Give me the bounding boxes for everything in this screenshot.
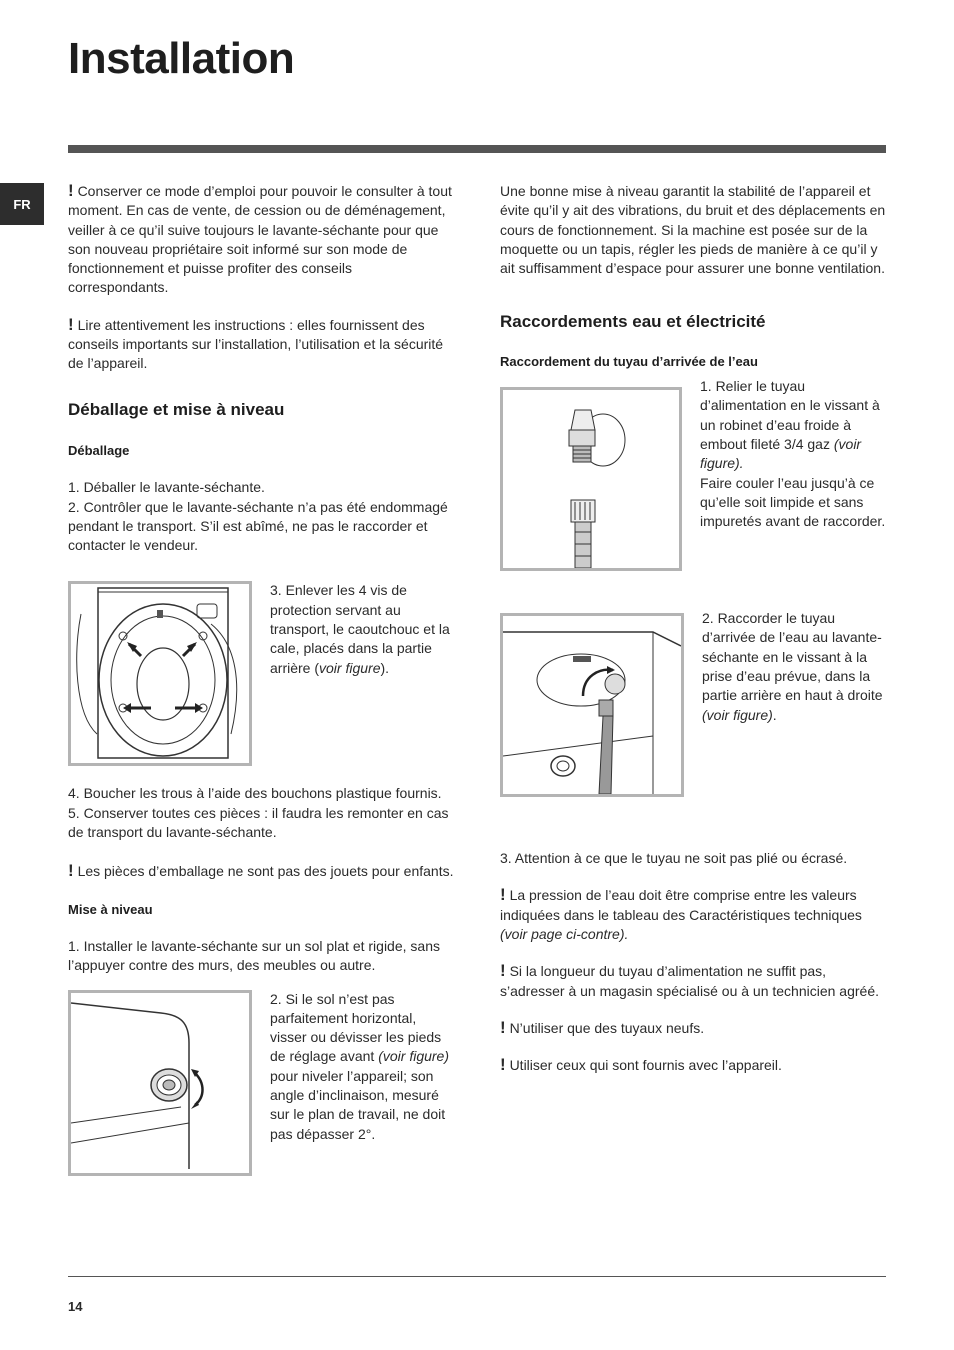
washer-back-illustration <box>71 584 249 763</box>
figure-machine-connection <box>500 613 684 797</box>
page-title: Installation <box>68 34 295 83</box>
leveling-intro: Une bonne mise à niveau garantit la stabilité de l’appareil et évite qu’il y ait des vibrations, du bruit et des déplacements en cours de fonctionnement. Si la machine est posée sur de la moquette ou un tapis, régler les pieds de manière à ce qu’il y ait suffisamment d’espace pour assurer une bonne ventilation. <box>500 183 886 277</box>
warning-packaging-toys: ! Les pièces d’emballage ne sont pas des jouets pour enfants. <box>68 861 454 881</box>
right-column <box>500 182 886 1093</box>
machine-inlet-illustration <box>503 616 681 794</box>
subsection-unpacking-title: Déballage <box>68 442 130 458</box>
figure-transport-screws <box>68 581 252 766</box>
header-divider <box>68 145 886 153</box>
page-number: 14 <box>68 1299 83 1314</box>
figure-tap-connection <box>500 387 682 571</box>
leveling-foot-illustration <box>71 993 249 1173</box>
unpacking-steps: 1. Déballer le lavante-séchante. 2. Contrôler que le lavante-séchante n’a pas été endommagé pendant le transport. S’il est abîmé, ne pas le raccorder et contacter le vendeur. <box>68 479 448 554</box>
warning-icon: ! <box>68 181 74 200</box>
leveling-step2-text: 2. Si le sol n’est pas parfaitement horizontal, visser ou dévisser les pieds de réglage avant (voir figure) pour niveler l’appareil; son angle d’inclinaison, mesuré sur le plan de travail, ne doit pas dépasser 2°. <box>270 990 449 1142</box>
connection-step2-text: 2. Raccorder le tuyau d’arrivée de l’eau au lavante-séchante en le vissant à la prise d’eau prévue, dans la partie arrière en haut à droite (voir figure). <box>702 610 883 723</box>
subsection-water-inlet-title: Raccordement du tuyau d’arrivée de l’eau <box>500 353 758 369</box>
warning-keep-manual: ! Conserver ce mode d’emploi pour pouvoir le consulter à tout moment. En cas de vente, de cession ou de déménagement, veiller à ce qu’il suive toujours le lavante-séchante pour que son nouveau propriétaire soit informé sur son mode de fonctionnement et puisse profiter des conseils correspondants. <box>68 181 452 296</box>
section-unpacking-leveling-title: Déballage et mise à niveau <box>68 399 285 419</box>
connection-step3: 3. Attention à ce que le tuyau ne soit pas plié ou écrasé. <box>500 850 848 867</box>
figure-leveling-feet <box>68 990 252 1176</box>
language-tab: FR <box>0 183 44 225</box>
warning-icon: ! <box>500 1055 506 1075</box>
warning-icon: ! <box>500 885 506 905</box>
step3-text: 3. Enlever les 4 vis de protection servant au transport, le caoutchouc et la cale, placés dans la partie arrière (voir figure). <box>270 582 450 676</box>
warning-supplied-hoses: ! Utiliser ceux qui sont fournis avec l’appareil. <box>500 1055 782 1075</box>
figure-row-machine-connection <box>500 610 886 797</box>
warning-read-instructions: ! Lire attentivement les instructions : elles fournissent des conseils importants sur l’installation, l’utilisation et la sécurité de l’appareil. <box>68 314 444 372</box>
leveling-step1: 1. Installer le lavante-séchante sur un sol plat et rigide, sans l’appuyer contre des murs, des meubles ou autre. <box>68 937 440 974</box>
section-water-electricity-title: Raccordements eau et électricité <box>500 312 766 332</box>
figure-row-tap-connection <box>500 378 886 571</box>
tap-hose-illustration <box>503 390 679 568</box>
warning-hose-length: ! Si la longueur du tuyau d’alimentation ne suffit pas, s’adresser à un magasin spécialisé ou à un technicien agréé. <box>500 961 880 999</box>
warning-icon: ! <box>500 1017 506 1037</box>
warning-new-hoses: ! N’utiliser que des tuyaux neufs. <box>500 1017 705 1037</box>
warning-icon: ! <box>500 961 506 981</box>
warning-water-pressure: ! La pression de l’eau doit être comprise entre les valeurs indiquées dans le tableau des Caractéristiques techniques (voir page ci-contre). <box>500 885 862 942</box>
left-column <box>68 182 454 1194</box>
warning-icon: ! <box>68 314 74 334</box>
unpacking-steps-continued: 4. Boucher les trous à l’aide des bouchons plastique fournis. 5. Conserver toutes ces pièces : il faudra les remonter en cas de transport du lavante-séchante. <box>68 785 449 841</box>
warning-icon: ! <box>68 861 74 881</box>
figure-row-transport-screws <box>68 581 454 766</box>
footer-divider <box>68 1276 886 1277</box>
connection-step1-text: 1. Relier le tuyau d’alimentation en le vissant à un robinet d’eau froide à embout fileté 3/4 gaz (voir figure). Faire couler l’eau jusqu’à ce qu’elle soit limpide et sans impuretés avant de raccorder. <box>700 378 886 530</box>
figure-row-leveling-feet <box>68 990 454 1176</box>
subsection-leveling-title: Mise à niveau <box>68 901 153 917</box>
